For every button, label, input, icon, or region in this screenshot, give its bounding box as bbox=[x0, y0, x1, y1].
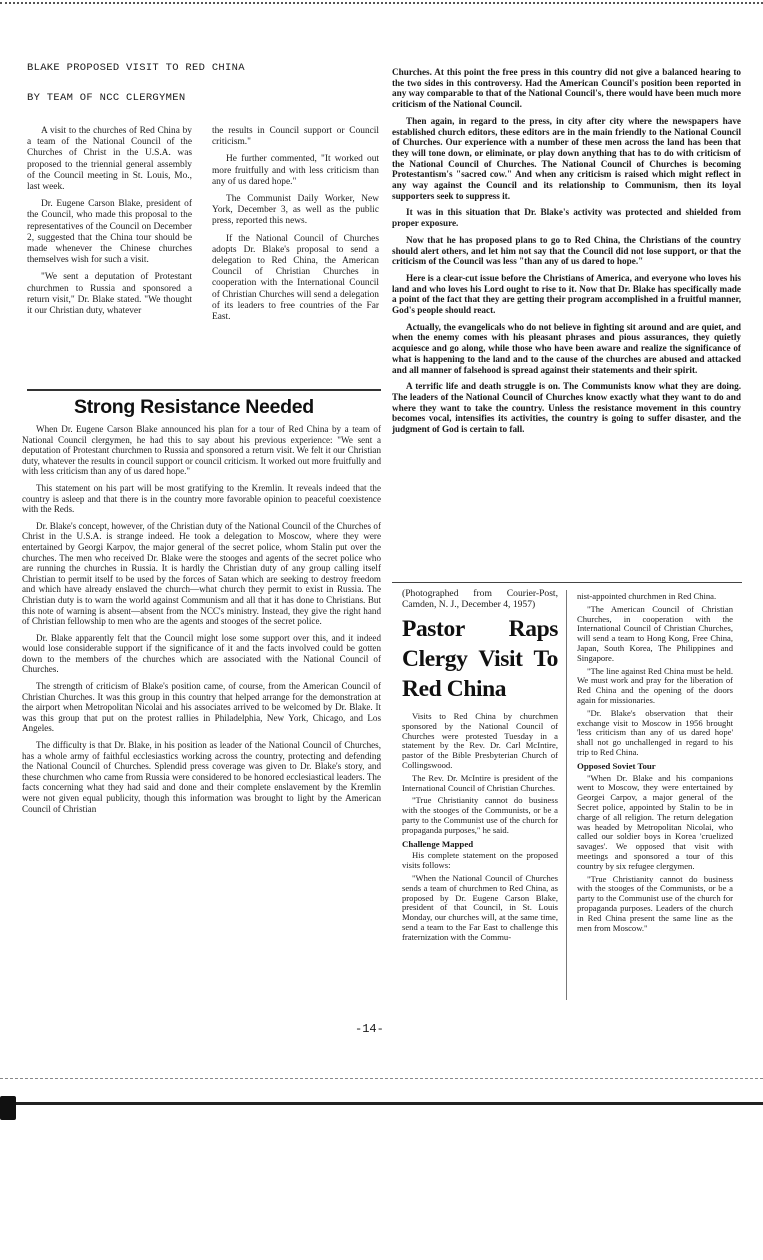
clipping-caption: (Photographed from Courier-Post, Camden, N. J., December 4, 1957) bbox=[402, 588, 558, 610]
paragraph: He further commented, "It worked out more fruitfully and with less criticism than any of us dared hope." bbox=[212, 154, 379, 187]
clipping-column-2 bbox=[577, 592, 733, 936]
paragraph: Dr. Blake's concept, however, of the Christian duty of the National Council of the Churches of Christ in the U.S.A. is strange indeed. He took a delegation to Moscow, where they were entertained by Georgi Karpov, the major general of the secret police, whom Stalin put over the churches. The men who received Dr. Blake were the stooges and agents of the secret police who are running the churches in Russia. It is hardly the Christian duty of any group calling itself Christian to permit itself to be used by the forces of Satan which are seeking to destroy freedom and which have already enslaved the church—what church they permit to exist in Russia. The Christian duty is to warn the world against Communism and all that it has done to Christians. But this note of warning is absent—absent from the NCC's ministry. Instead, they give the right hand of Christian fellowship to men who are the agents and stooges of the secret police. bbox=[22, 520, 381, 627]
paragraph: Actually, the evangelicals who do not believe in fighting sit around and are quiet, and when the enemy comes with his pleasant phrases and pious assurances, they quietly acquiesce and go along, while those who have been aware and realize the significance of what is happening to the land and to the cause of the churches are abused and attacked and all manner of falsehood is spread against their statements and their spirit. bbox=[392, 321, 741, 375]
clipping-col1-text bbox=[402, 712, 558, 943]
top-scan-border bbox=[0, 2, 763, 4]
paragraph: It was in this situation that Dr. Blake's activity was protected and shielded from proper exposure. bbox=[392, 207, 741, 229]
paragraph: His complete statement on the proposed visits follows: bbox=[402, 850, 558, 871]
paragraph: The strength of criticism of Blake's position came, of course, from the American Council of Christian Churches. It was this group in this country that helped arrange for the demonstration at the airport when Metropolitan Nicolai and his associates arrived to be welcomed by Dr. Blake. It was this group that put on the protest rallies in Philadelphia, New York, Chicago, and Los Angeles. bbox=[22, 681, 381, 734]
paragraph: Now that he has proposed plans to go to Red China, the Christians of the country should alert others, and let him not say that the Council did not lose support, or that the criticism of the Council was less "than any of us dared to hope." bbox=[392, 234, 741, 267]
paragraph: Then again, in regard to the press, in city after city where the newspapers have established church editors, these editors are in the main friendly to the National Council of Churches. Our experience with a number of these men across the land has been that they will tone down, or eliminate, or play down anything that has to do with criticism of the National Council of Churches. The National Council of Churches is becoming Protestantism's "sacred cow." And when any criticism is raised which might reflect in any way against the Council and its relationship to Communism, then its loyal supporters seek to suppress it. bbox=[392, 115, 741, 201]
clipping-headline: Pastor Raps Clergy Visit To Red China bbox=[402, 616, 558, 702]
paragraph: "The American Council of Christian Churches, in cooperation with the International Council of Christian Churches, will send a team to Hong Kong, Free China, Japan, South Korea, The Philippines and Singapore. bbox=[577, 603, 733, 663]
paragraph: "The line against Red China must be held. We must work and pray for the liberation of Red China and the opening of the doors again for missionaries. bbox=[577, 665, 733, 705]
section-headline: Strong Resistance Needed bbox=[74, 396, 314, 418]
right-column-body bbox=[392, 67, 741, 441]
page-number: -14- bbox=[355, 1022, 384, 1036]
paragraph: When Dr. Eugene Carson Blake announced his plan for a tour of Red China by a team of National Council clergymen, he had this to say about his previous experience: "We sent a deputation of Protestant churchmen to Russia and sponsored a return visit. We felt it our Christian duty, whatever the results in council support or council criticism. It worked out more fruitfully and with less criticism than any of us dared hope." bbox=[22, 424, 381, 477]
paragraph: "We sent a deputation of Protestant churchmen to Russia and sponsored a return visit," Dr. Blake stated. "We thought it our Christian duty, whatever bbox=[27, 272, 192, 317]
scan-artifact-bar bbox=[0, 1096, 763, 1118]
paragraph: The Communist Daily Worker, New York, December 3, as well as the public press, reported this news. bbox=[212, 194, 379, 227]
strong-resistance-body bbox=[22, 424, 381, 820]
paragraph: Dr. Eugene Carson Blake, president of the Council, who made this proposal to the representatives of the Council on December 2, suggested that the China tour should be made whenever the Chinese churches themselves wish for such a visit. bbox=[27, 199, 192, 266]
paragraph: The difficulty is that Dr. Blake, in his position as leader of the National Council of Churches, has a whole army of faithful ecclesiastics working across the country, protecting and defending the National Council of Churches. Splendid press coverage was given to Dr. Blake's story, and these churchmen who came from Russia were considered to be honored ecclesiastical leaders. The facts concerning what they had said and done and their complete enslavement by the Kremlin were not given equal publicity, though this information was brought to light by the American Council of Christian bbox=[22, 740, 381, 814]
clipping-column-1 bbox=[402, 588, 558, 946]
article-byline: BY TEAM OF NCC CLERGYMEN bbox=[27, 92, 186, 104]
scan-artifact-line bbox=[0, 1078, 763, 1079]
subhead: Opposed Soviet Tour bbox=[577, 760, 656, 771]
paragraph: the results in Council support or Council criticism." bbox=[212, 126, 379, 148]
paragraph: This statement on his part will be most gratifying to the Kremlin. It reveals indeed that the country is asleep and that there is in the country more favorable opinion to peaceful coexistence with the Reds. bbox=[22, 482, 381, 515]
clipping-top-rule bbox=[392, 582, 742, 583]
paragraph: nist-appointed churchmen in Red China. bbox=[577, 591, 717, 601]
paragraph: The Rev. Dr. McIntire is president of the International Council of Christian Churches. bbox=[402, 772, 558, 793]
clipping-column-divider bbox=[566, 590, 567, 1000]
top-left-column-2 bbox=[212, 126, 379, 329]
paragraph: Here is a clear-cut issue before the Christians of America, and everyone who loves his land and who loves his Lord ought to rise to it. Now that Dr. Blake has specifically made a point of the fact that they are getting their program accomplished in a fruitful manner, God's people should react. bbox=[392, 272, 741, 316]
paragraph: "Dr. Blake's observation that their exchange visit to Moscow in 1956 brought 'less criticism than any of us dared hope' shall not go unchallenged in regard to his trip to Red China. bbox=[577, 707, 733, 757]
paragraph: "When the National Council of Churches sends a team of churchmen to Red China, as proposed by Dr. Eugene Carson Blake, president of that Council, in St. Louis Monday, our churches will, at the same time, send a team to the Far East to challenge this fraternization with the Commu- bbox=[402, 872, 558, 942]
paragraph: A terrific life and death struggle is on. The Communists know what they are doing. The leaders of the National Council of Churches know exactly what they want to do and where they want to take the country. Unless the resistance movement in this country becomes vocal, intensifies its activities, the country is going to suffer disaster, and the judgment of God is certain to fall. bbox=[392, 381, 741, 435]
paragraph: "When Dr. Blake and his companions went to Moscow, they were entertained by Georgei Carpov, a major general of the Secret police, appointed by Stalin to be in charge of all religion. The return delegation was headed by Metropolitan Nicolai, who called our soldier boys in Korea 'cruelized savages'. We opposed that visit with meetings and sponsored a tour of this country by six refugee clergymen. bbox=[577, 772, 733, 871]
paragraph: Churches. At this point the free press in this country did not give a balanced hearing to the two sides in this controversy. Had the American Council's position been reported in any way comparable to that of the National Council's, there would have been much more criticism of the National Council. bbox=[392, 67, 741, 110]
article-title: BLAKE PROPOSED VISIT TO RED CHINA bbox=[27, 62, 245, 74]
paragraph: "True Christianity cannot do business with the stooges of the Communists, or be a party to the Communist use of the church for propaganda purposes. Leaders of the church in Red China present the same line as the men from Moscow." bbox=[577, 873, 733, 933]
top-left-column-1 bbox=[27, 126, 192, 323]
paragraph: "True Christianity cannot do business with the stooges of the Communists, or be a party to the Communist use of the church for propaganda purposes," he said. bbox=[402, 795, 558, 835]
section-divider bbox=[27, 389, 381, 391]
paragraph: Dr. Blake apparently felt that the Council might lose some support over this, and it indeed would lose considerable support if the significance of it and the facts involved could be gotten down to the members of the churches which are associated with the National Council of Churches. bbox=[22, 632, 381, 675]
subhead: Challenge Mapped bbox=[402, 838, 474, 849]
paragraph: A visit to the churches of Red China by a team of the National Council of the Churches of Christ in the U.S.A. was proposed to the triennial general assembly of the Council meeting in St. Louis, Mo., last week. bbox=[27, 126, 192, 193]
paragraph: If the National Council of Churches adopts Dr. Blake's proposal to send a delegation to Red China, the American Council of Christian Churches in cooperation with the International Council of Christian Churches will send a delegation of its leaders to free countries of the Far East. bbox=[212, 233, 379, 323]
paragraph: Visits to Red China by churchmen sponsored by the National Council of Churches were protested Tuesday in a statement by the Rev. Dr. Carl McIntire, pastor of the Bible Presbyterian Church of Collingswood. bbox=[402, 711, 558, 770]
